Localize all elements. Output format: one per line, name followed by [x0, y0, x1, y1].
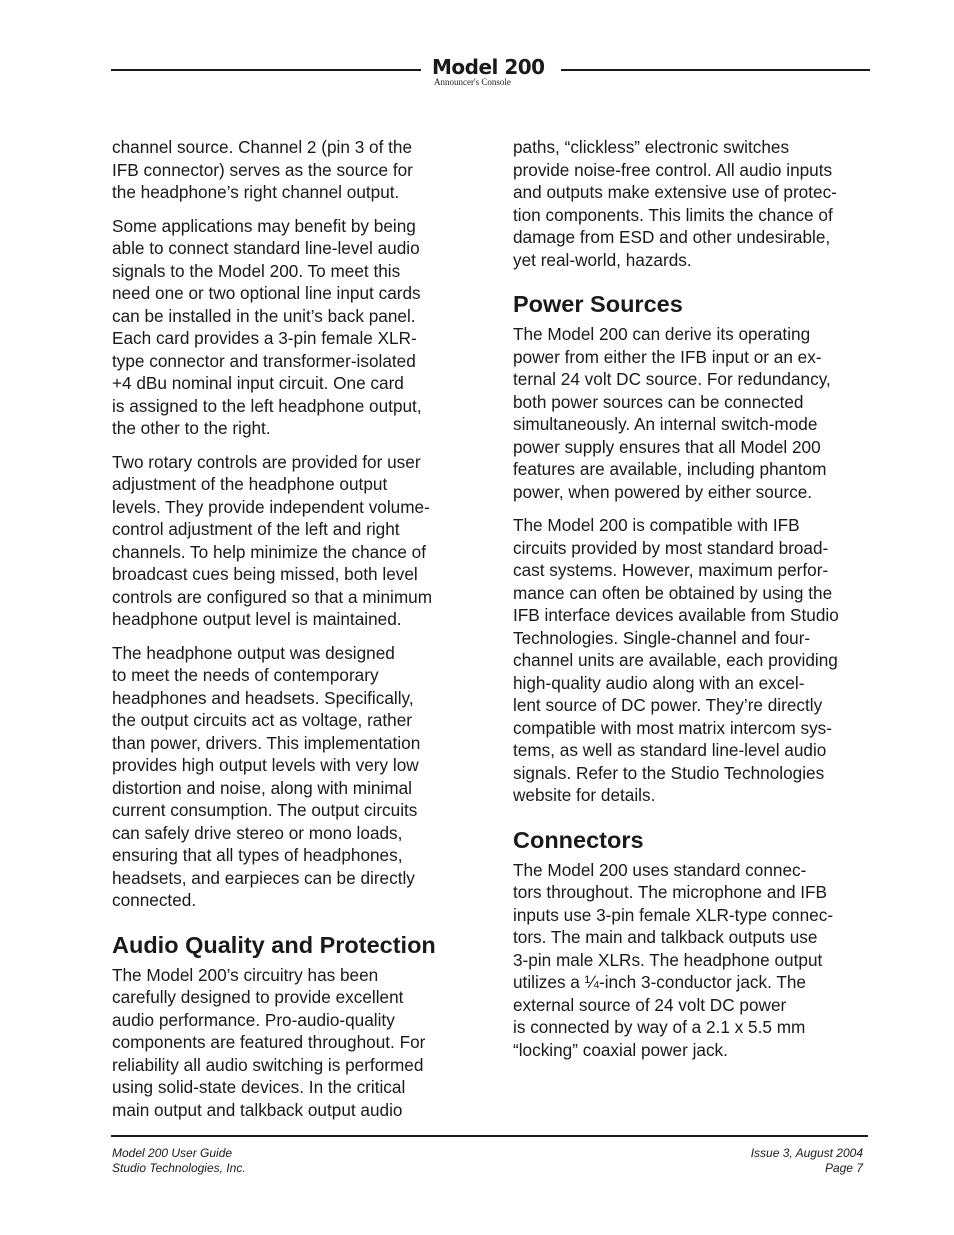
text-line: IFB interface devices available from Studio	[513, 605, 839, 625]
logo-title: Model 200	[432, 55, 545, 79]
text-line: using solid-state devices. In the critical	[112, 1077, 406, 1097]
text-line: Two rotary controls are provided for user	[112, 451, 421, 472]
text-line: broadcast cues being missed, both level	[112, 564, 418, 584]
text-line: adjustment of the headphone output	[112, 474, 388, 494]
text-line: control adjustment of the left and right	[112, 519, 400, 539]
text-line: IFB connector) serves as the source for	[112, 159, 413, 180]
text-line: ensuring that all types of headphones,	[112, 845, 403, 865]
text-line: distortion and noise, along with minimal	[112, 777, 412, 798]
footer-guide-title: Model 200 User Guide	[112, 1146, 233, 1160]
text-line: the headphone’s right channel output.	[112, 182, 400, 202]
body-paragraph	[112, 964, 472, 1122]
text-line: and outputs make extensive use of protec-	[513, 182, 837, 202]
text-line: yet real-world, hazards.	[513, 249, 692, 270]
text-line: +4 dBu nominal input circuit. One card	[112, 373, 404, 393]
body-paragraph	[112, 642, 472, 912]
body-paragraph	[513, 136, 875, 271]
header-rule-right	[561, 69, 870, 71]
text-line: the other to the right.	[112, 418, 271, 438]
text-line: to meet the needs of contemporary	[112, 665, 379, 685]
text-line: The Model 200’s circuitry has been	[112, 964, 379, 985]
body-paragraph	[513, 859, 875, 1062]
text-line: circuits provided by most standard broad-	[513, 537, 829, 558]
section-heading: Connectors	[513, 826, 644, 853]
text-line: the output circuits act as voltage, rather	[112, 710, 412, 730]
section-heading: Power Sources	[513, 291, 683, 317]
footer-issue: Issue 3, August 2004	[750, 1146, 863, 1160]
text-line: provide noise-free control. All audio inputs	[513, 159, 833, 180]
footer-company: Studio Technologies, Inc.	[112, 1160, 246, 1175]
body-paragraph	[112, 451, 472, 631]
text-line: provides high output levels with very low	[112, 755, 419, 775]
text-line: Some applications may benefit by being	[112, 215, 416, 236]
text-line: features are available, including phantom	[513, 459, 827, 479]
header-rule-left	[111, 69, 421, 71]
text-line: power from either the IFB input or an ex-	[513, 346, 822, 367]
body-paragraph	[513, 323, 875, 503]
body-paragraph	[112, 215, 472, 440]
text-line: current consumption. The output circuits	[112, 800, 418, 820]
text-line: headphones and headsets. Specifically,	[112, 687, 414, 708]
footer-left	[112, 1146, 246, 1175]
text-line: main output and talkback output audio	[112, 1099, 403, 1120]
right-column	[513, 136, 875, 1072]
text-line: power supply ensures that all Model 200	[513, 436, 821, 457]
text-line: able to connect standard line-level audio	[112, 238, 420, 258]
text-line: mance can often be obtained by using the	[513, 582, 833, 603]
text-line: is connected by way of a 2.1 x 5.5 mm	[513, 1017, 806, 1037]
section-heading: Audio Quality and Protection	[112, 931, 436, 958]
left-column	[112, 136, 472, 1132]
text-line: signals to the Model 200. To meet this	[112, 260, 401, 281]
text-line: compatible with most matrix intercom sys-	[513, 717, 833, 738]
text-line: high-quality audio along with an excel-	[513, 672, 805, 693]
text-line: The Model 200 can derive its operating	[513, 324, 811, 344]
text-line: can safely drive stereo or mono loads,	[112, 822, 403, 843]
footer-page-number: Page 7	[824, 1160, 863, 1175]
text-line: lent source of DC power. They’re directly	[513, 695, 823, 715]
text-line: both power sources can be connected	[513, 391, 804, 412]
text-line: damage from ESD and other undesirable,	[513, 227, 831, 247]
text-line: inputs use 3-pin female XLR-type connec-	[513, 904, 834, 925]
text-line: signals. Refer to the Studio Technologies	[513, 762, 825, 783]
text-line: 3-pin male XLRs. The headphone output	[513, 949, 823, 970]
text-line: The headphone output was designed	[112, 642, 395, 663]
text-line: type connector and transformer-isolated	[112, 350, 416, 371]
text-line: simultaneously. An internal switch-mode	[513, 414, 818, 434]
text-line: Each card provides a 3-pin female XLR-	[112, 328, 417, 348]
body-paragraph	[112, 136, 472, 204]
text-line: need one or two optional line input cards	[112, 283, 421, 303]
text-line: is assigned to the left headphone output,	[112, 395, 422, 416]
logo-subtitle: Announcer's Console	[434, 77, 511, 87]
text-line: tion components. This limits the chance of	[513, 204, 833, 225]
text-line: channel source. Channel 2 (pin 3 of the	[112, 137, 413, 157]
text-line: utilizes a ¼-inch 3-conductor jack. The	[513, 972, 806, 992]
text-line: channel units are available, each providing	[513, 650, 838, 670]
text-line: The Model 200 uses standard connec-	[513, 859, 807, 880]
text-line: tors. The main and talkback outputs use	[513, 927, 818, 947]
footer-right	[700, 1146, 863, 1175]
text-line: power, when powered by either source.	[513, 481, 813, 502]
text-line: external source of 24 volt DC power	[513, 994, 787, 1015]
text-line: Technologies. Single-channel and four-	[513, 627, 811, 648]
text-line: ternal 24 volt DC source. For redundancy,	[513, 369, 831, 389]
text-line: tems, as well as standard line-level audio	[513, 740, 827, 760]
text-line: The Model 200 is compatible with IFB	[513, 515, 800, 535]
text-line: tors throughout. The microphone and IFB	[513, 882, 828, 902]
text-line: “locking” coaxial power jack.	[513, 1039, 728, 1060]
text-line: connected.	[112, 890, 197, 910]
footer-rule	[111, 1135, 868, 1137]
text-line: levels. They provide independent volume-	[112, 496, 430, 517]
text-line: than power, drivers. This implementation	[112, 732, 421, 753]
text-line: headsets, and earpieces can be directly	[112, 867, 415, 888]
text-line: components are featured throughout. For	[112, 1032, 426, 1052]
text-line: channels. To help minimize the chance of	[112, 541, 427, 562]
text-line: can be installed in the unit’s back panel.	[112, 305, 416, 326]
text-line: website for details.	[513, 785, 656, 805]
text-line: carefully designed to provide excellent	[112, 987, 404, 1007]
text-line: reliability all audio switching is performed	[112, 1054, 424, 1075]
text-line: headphone output level is maintained.	[112, 609, 402, 629]
body-paragraph	[513, 514, 875, 807]
text-line: paths, “clickless” electronic switches	[513, 137, 790, 157]
text-line: controls are configured so that a minimum	[112, 586, 433, 607]
text-line: cast systems. However, maximum perfor-	[513, 560, 829, 580]
text-line: audio performance. Pro-audio-quality	[112, 1009, 395, 1030]
